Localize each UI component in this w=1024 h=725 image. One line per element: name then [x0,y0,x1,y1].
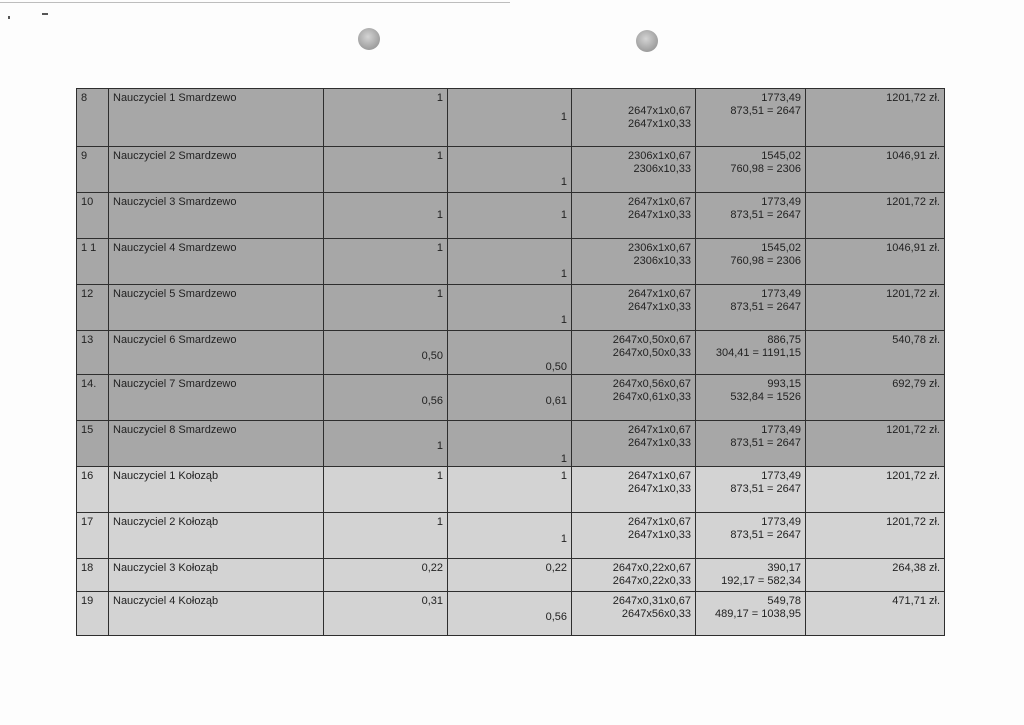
teacher-name: Nauczyciel 3 Kołoząb [109,559,324,592]
calculation [572,285,696,331]
teacher-name: Nauczyciel 5 Smardzewo [109,285,324,331]
row-number: 13 [77,331,109,375]
total-amount: 692,79 zł. [806,375,945,421]
value-b: 1 [448,193,572,239]
result [696,467,806,513]
calculation [572,89,696,147]
calc-line-1: 2647x1x0,67 [628,516,691,528]
calc-line-2: 2306x10,33 [633,163,691,175]
value-b: 0,22 [448,559,572,592]
result-line-2: 873,51 = 2647 [730,301,801,313]
teacher-name: Nauczyciel 8 Smardzewo [109,421,324,467]
calc-line-1: 2647x1x0,67 [628,470,691,482]
total-amount: 1201,72 zł. [806,193,945,239]
calc-line-1: 2647x0,50x0,67 [612,334,691,346]
teacher-name: Nauczyciel 7 Smardzewo [109,375,324,421]
result [696,375,806,421]
result [696,421,806,467]
value-b: 1 [448,89,572,147]
result [696,559,806,592]
result [696,285,806,331]
result-line-2: 760,98 = 2306 [730,255,801,267]
result-line-2: 873,51 = 2647 [730,209,801,221]
total-amount: 471,71 zł. [806,592,945,636]
calc-line-1: 2647x1x0,67 [628,196,691,208]
result-line-1: 1773,49 [761,196,801,208]
calc-line-1: 2306x1x0,67 [628,242,691,254]
result-line-1: 886,75 [767,334,801,346]
table-row [77,331,945,375]
teacher-name: Nauczyciel 1 Kołoząb [109,467,324,513]
total-amount: 1201,72 zł. [806,89,945,147]
value-a: 0,31 [324,592,448,636]
result-line-2: 873,51 = 2647 [730,483,801,495]
row-number: 14. [77,375,109,421]
calculation [572,375,696,421]
teacher-name: Nauczyciel 4 Smardzewo [109,239,324,285]
teacher-name: Nauczyciel 4 Kołoząb [109,592,324,636]
value-a: 1 [324,147,448,193]
calc-line-1: 2647x1x0,67 [628,424,691,436]
row-number: 1 1 [77,239,109,285]
result-line-1: 1773,49 [761,470,801,482]
row-number: 12 [77,285,109,331]
result [696,239,806,285]
result-line-2: 192,17 = 582,34 [721,575,801,587]
total-amount: 1201,72 zł. [806,421,945,467]
value-a: 0,22 [324,559,448,592]
calc-line-2: 2647x1x0,33 [628,301,691,313]
value-b: 0,56 [448,592,572,636]
value-b: 1 [448,147,572,193]
row-number: 19 [77,592,109,636]
calc-line-1: 2647x1x0,67 [628,288,691,300]
calculation [572,239,696,285]
calc-line-2: 2647x56x0,33 [621,608,691,620]
calc-line-2: 2647x0,61x0,33 [612,391,691,403]
result-line-2: 532,84 = 1526 [730,391,801,403]
value-a: 1 [324,421,448,467]
result-line-2: 873,51 = 2647 [730,437,801,449]
result-line-1: 993,15 [767,378,801,390]
calc-line-1: 2647x0,56x0,67 [612,378,691,390]
result [696,89,806,147]
table-row [77,375,945,421]
calc-line-2: 2647x0,50x0,33 [612,347,691,359]
teacher-name: Nauczyciel 2 Kołoząb [109,513,324,559]
result [696,592,806,636]
table-row [77,421,945,467]
calc-line-1: 2647x1x0,67 [628,105,691,117]
value-b: 0,50 [448,331,572,375]
calc-line-2: 2647x1x0,33 [628,118,691,130]
table-row [77,513,945,559]
teacher-name: Nauczyciel 3 Smardzewo [109,193,324,239]
result [696,331,806,375]
table-row [77,592,945,636]
table-row [77,193,945,239]
value-b: 1 [448,239,572,285]
calculation [572,467,696,513]
row-number: 9 [77,147,109,193]
calc-line-2: 2647x1x0,33 [628,483,691,495]
teacher-name: Nauczyciel 6 Smardzewo [109,331,324,375]
calc-line-2: 2306x10,33 [633,255,691,267]
row-number: 15 [77,421,109,467]
result-line-2: 489,17 = 1038,95 [715,608,801,620]
value-b: 1 [448,421,572,467]
result-line-1: 1545,02 [761,242,801,254]
calc-line-1: 2647x0,31x0,67 [612,595,691,607]
value-a: 0,50 [324,331,448,375]
value-a: 1 [324,467,448,513]
value-a: 1 [324,285,448,331]
result-line-1: 1773,49 [761,424,801,436]
calculation [572,559,696,592]
result-line-1: 1773,49 [761,516,801,528]
total-amount: 540,78 zł. [806,331,945,375]
value-b: 1 [448,513,572,559]
teacher-name: Nauczyciel 1 Smardzewo [109,89,324,147]
result-line-2: 760,98 = 2306 [730,163,801,175]
calculation [572,147,696,193]
punch-hole-right [636,30,658,52]
total-amount: 264,38 zł. [806,559,945,592]
row-number: 17 [77,513,109,559]
table-row [77,147,945,193]
calc-line-1: 2306x1x0,67 [628,150,691,162]
calc-line-2: 2647x1x0,33 [628,529,691,541]
scan-speck [42,13,48,15]
calculation [572,331,696,375]
value-b: 1 [448,467,572,513]
result-line-1: 549,78 [767,595,801,607]
calc-line-2: 2647x0,22x0,33 [612,575,691,587]
calculation [572,592,696,636]
value-a: 1 [324,239,448,285]
result-line-2: 304,41 = 1191,15 [715,347,801,359]
value-a: 0,56 [324,375,448,421]
value-a: 1 [324,513,448,559]
punch-hole-left [358,28,380,50]
table-row [77,285,945,331]
result [696,147,806,193]
table-row [77,239,945,285]
table-row [77,89,945,147]
result [696,193,806,239]
row-number: 10 [77,193,109,239]
total-amount: 1046,91 zł. [806,239,945,285]
value-b: 0,61 [448,375,572,421]
row-number: 18 [77,559,109,592]
calc-line-2: 2647x1x0,33 [628,437,691,449]
calculation [572,421,696,467]
value-a: 1 [324,193,448,239]
value-a: 1 [324,89,448,147]
total-amount: 1201,72 zł. [806,467,945,513]
calc-line-2: 2647x1x0,33 [628,209,691,221]
total-amount: 1201,72 zł. [806,513,945,559]
value-b: 1 [448,285,572,331]
table-row [77,467,945,513]
scan-top-line [0,2,510,3]
salary-table [76,88,945,636]
calculation [572,513,696,559]
result-line-1: 390,17 [767,562,801,574]
teacher-name: Nauczyciel 2 Smardzewo [109,147,324,193]
result-line-2: 873,51 = 2647 [730,105,801,117]
row-number: 16 [77,467,109,513]
calculation [572,193,696,239]
calc-line-1: 2647x0,22x0,67 [612,562,691,574]
result-line-2: 873,51 = 2647 [730,529,801,541]
total-amount: 1201,72 zł. [806,285,945,331]
result [696,513,806,559]
scan-speck [8,16,10,19]
result-line-1: 1545,02 [761,150,801,162]
row-number: 8 [77,89,109,147]
total-amount: 1046,91 zł. [806,147,945,193]
result-line-1: 1773,49 [761,92,801,104]
result-line-1: 1773,49 [761,288,801,300]
table-row [77,559,945,592]
